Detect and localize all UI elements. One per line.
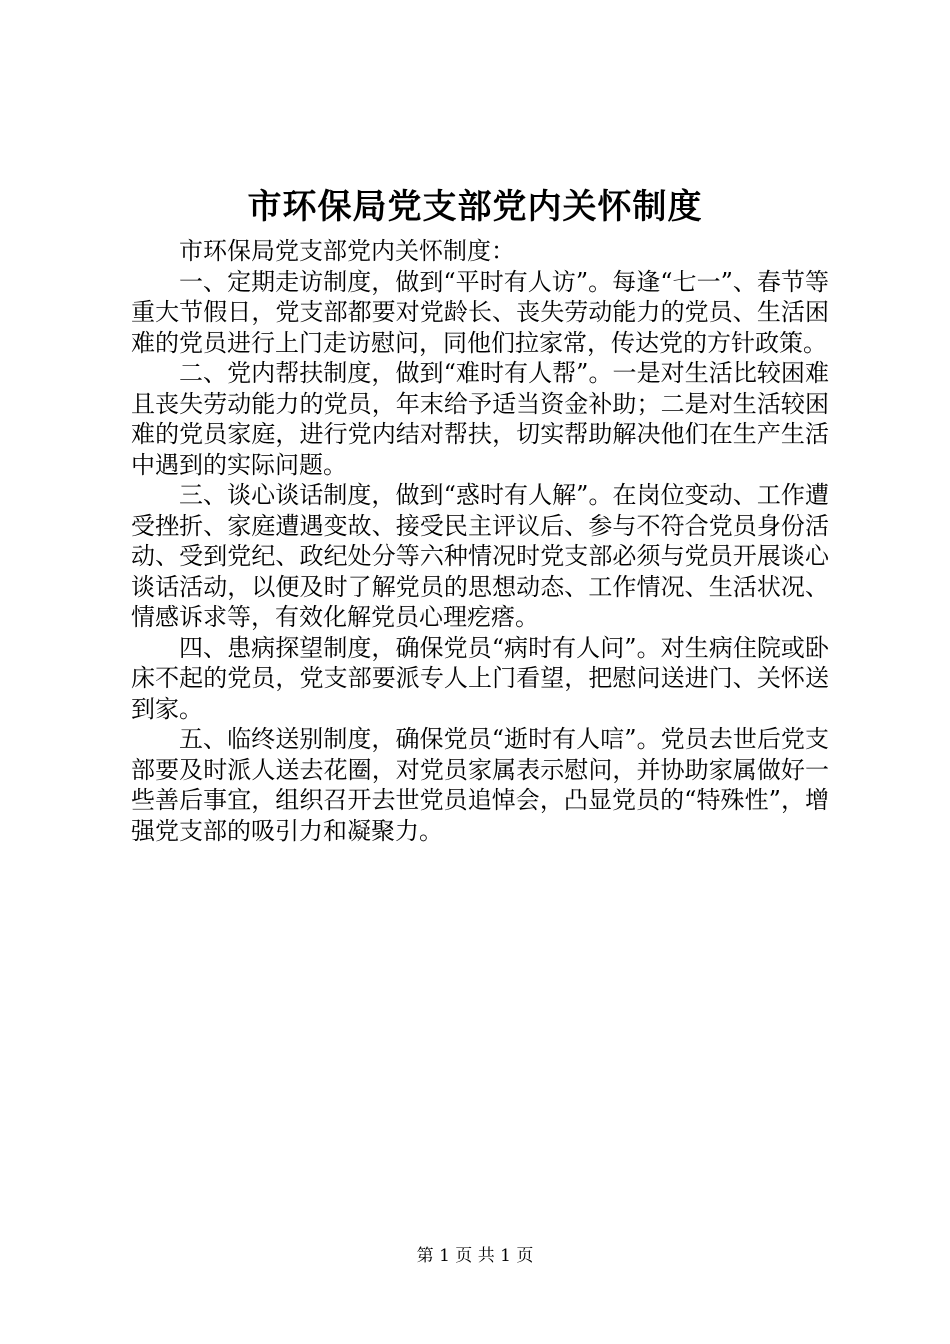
page-footer: 第 1 页 共 1 页: [416, 1246, 534, 1266]
paragraph-illness-visit-system: 四、患病探望制度，确保党员“病时有人问”。对生病住院或卧床不起的党员，党支部要派专人上门看望，把慰问送进门、关怀送到家。: [131, 633, 829, 723]
paragraph-farewell-system: 五、临终送别制度，确保党员“逝时有人唁”。党员去世后党支部要及时派人送去花圈，对党员家属表示慰问，并协助家属做好一些善后事宜，组织召开去世党员追悼会，凸显党员的“特殊性”，增强党支部的吸引力和凝聚力。: [131, 725, 829, 845]
document-title: 市环保局党支部党内关怀制度: [247, 187, 703, 227]
paragraph-assistance-system: 二、党内帮扶制度，做到“难时有人帮”。一是对生活比较困难且丧失劳动能力的党员，年末给予适当资金补助；二是对生活较困难的党员家庭，进行党内结对帮扶，切实帮助解决他们在生产生活中遇到的实际问题。: [131, 359, 829, 479]
paragraph-talk-system: 三、谈心谈话制度，做到“惑时有人解”。在岗位变动、工作遭受挫折、家庭遭遇变故、接受民主评议后、参与不符合党员身份活动、受到党纪、政纪处分等六种情况时党支部必须与党员开展谈心谈话活动，以便及时了解党员的思想动态、工作情况、生活状况、情感诉求等，有效化解党员心理疙瘩。: [131, 481, 829, 631]
paragraph-visit-system: 一、定期走访制度，做到“平时有人访”。每逢“七一”、春节等重大节假日，党支部都要对党龄长、丧失劳动能力的党员、生活困难的党员进行上门走访慰问，同他们拉家常，传达党的方针政策。: [131, 267, 829, 357]
document-body: [131, 236, 829, 846]
paragraph-intro: 市环保局党支部党内关怀制度：: [179, 237, 515, 265]
